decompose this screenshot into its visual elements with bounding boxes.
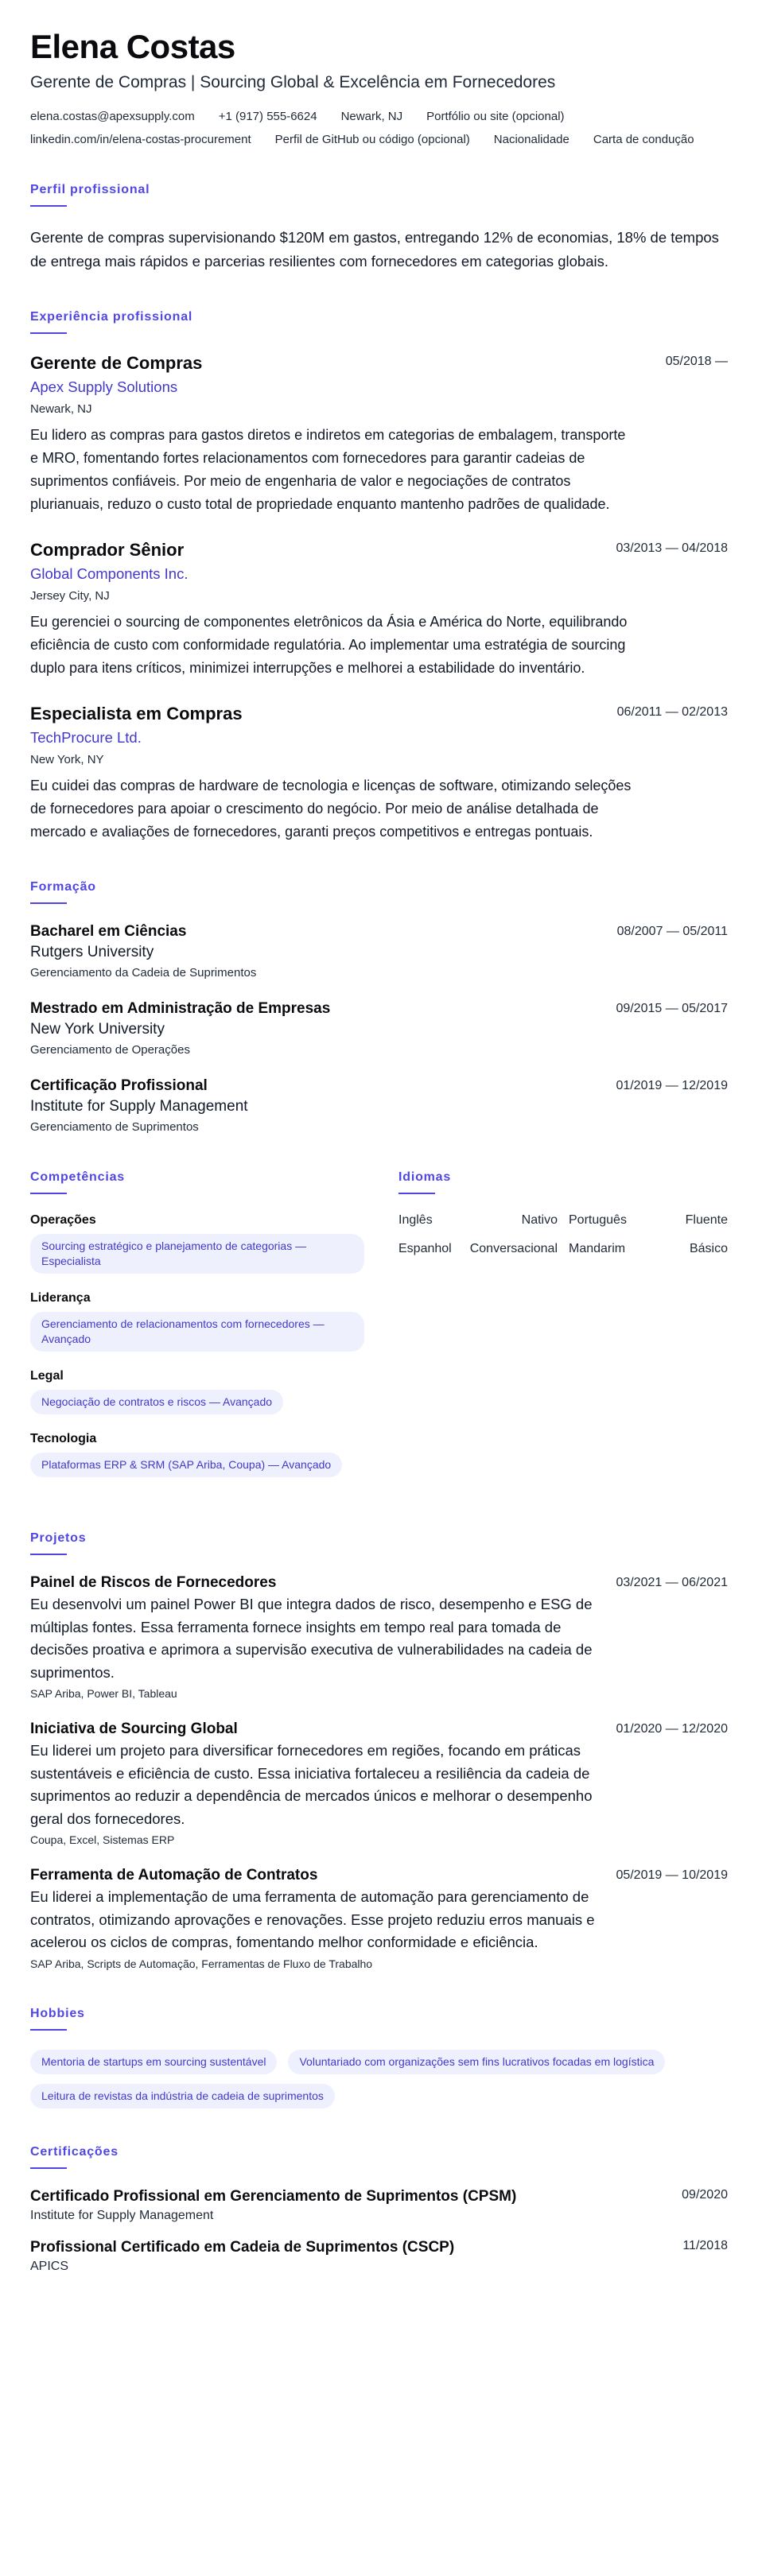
- education-dates: 09/2015 — 05/2017: [616, 1002, 728, 1016]
- projects-section: [30, 1531, 728, 1970]
- languages-section: [398, 1170, 728, 1495]
- education-dates: 01/2019 — 12/2019: [616, 1079, 728, 1093]
- resume-header: [30, 29, 728, 146]
- skill-category: Operações: [30, 1213, 96, 1228]
- contact-driving-license: Carta de condução: [593, 133, 694, 147]
- section-divider: [30, 2167, 67, 2169]
- language-item: [569, 1213, 728, 1228]
- field-of-study: Gerenciamento de Operações: [30, 1043, 190, 1057]
- project-tech: Coupa, Excel, Sistemas ERP: [30, 1833, 175, 1847]
- language-name: Inglês: [398, 1213, 433, 1228]
- certification-name: Profissional Certificado em Cadeia de Suprimentos (CSCP): [30, 2238, 455, 2256]
- project-name: Painel de Riscos de Fornecedores: [30, 1574, 277, 1592]
- candidate-headline: Gerente de Compras | Sourcing Global & Excelência em Fornecedores: [30, 73, 556, 92]
- skill-category: Tecnologia: [30, 1432, 97, 1446]
- hobby-tag: Leitura de revistas da indústria de cadeia de suprimentos: [30, 2084, 335, 2109]
- skills-section: [30, 1170, 364, 1495]
- project-description: Eu desenvolvi um painel Power BI que integra dados de risco, desempenho e ESG de múltiplas fontes. Essa ferramenta fornece insights em tempo real para tomada de decisões proativa e aprimora a supervisão executiva de vulnerabilidades na cadeia de suprimentos.: [30, 1596, 593, 1681]
- skill-tag: Gerenciamento de relacionamentos com fornecedores — Avançado: [30, 1312, 364, 1352]
- language-item: [398, 1213, 558, 1228]
- education-entry: [30, 923, 728, 980]
- hobby-list: [30, 2050, 728, 2109]
- language-name: Espanhol: [398, 1242, 452, 1256]
- job-description: Eu gerenciei o sourcing de componentes eletrônicos da Ásia e América do Norte, equilibrando eficiência de custo com conformidade regulatória. Ao implementar uma estratégia de sourcing duplo para itens críticos, minimizei interrupções e melhorei a estabilidade do inventário.: [30, 614, 628, 677]
- job-description: Eu cuidei das compras de hardware de tecnologia e licenças de software, otimizando seleções de fornecedores para apoiar o crescimento do negócio. Por meio de análise detalhada de mercado e avaliações de fornecedores, garanti preços competitivos e entregas pontuais.: [30, 778, 632, 840]
- project-name: Iniciativa de Sourcing Global: [30, 1721, 238, 1738]
- project-dates: 01/2020 — 12/2020: [616, 1722, 728, 1736]
- degree: Certificação Profissional: [30, 1077, 208, 1095]
- job-title: Especialista em Compras: [30, 704, 243, 724]
- hobby-tag: Mentoria de startups em sourcing sustentável: [30, 2050, 277, 2074]
- section-divider: [30, 332, 67, 334]
- project-tech: SAP Ariba, Power BI, Tableau: [30, 1687, 177, 1701]
- project-dates: 05/2019 — 10/2019: [616, 1868, 728, 1883]
- project-name: Ferramenta de Automação de Contratos: [30, 1867, 318, 1884]
- language-item: [398, 1242, 558, 1256]
- section-title: Experiência profissional: [30, 310, 193, 324]
- project-description: Eu liderei a implementação de uma ferramenta de automação para gerenciamento de contratos, otimizando aprovações e renovações. Esse projeto reduziu erros manuais e acelerou os ciclos de compras, fomentando melhor conformidade e eficiência.: [30, 1888, 595, 1951]
- section-divider: [30, 2029, 67, 2031]
- education-section: [30, 880, 728, 1134]
- language-item: [569, 1242, 728, 1256]
- hobbies-section: [30, 2007, 728, 2109]
- language-level: Nativo: [521, 1213, 558, 1228]
- contact-linkedin[interactable]: linkedin.com/in/elena-costas-procurement: [30, 133, 251, 147]
- skill-group: [30, 1213, 364, 1274]
- certification-entry: [30, 2188, 728, 2223]
- summary-section: [30, 183, 728, 274]
- experience-section: [30, 310, 728, 844]
- education-entry: [30, 1000, 728, 1057]
- school: Institute for Supply Management: [30, 1098, 248, 1115]
- section-title: Idiomas: [398, 1170, 452, 1185]
- project-tech: SAP Ariba, Scripts de Automação, Ferramentas de Fluxo de Trabalho: [30, 1957, 373, 1970]
- skill-group: [30, 1369, 364, 1414]
- certification-name: Certificado Profissional em Gerenciamento de Suprimentos (CPSM): [30, 2187, 517, 2205]
- job-dates: 03/2013 — 04/2018: [616, 541, 728, 556]
- hobby-tag: Voluntariado com organizações sem fins lucrativos focadas em logística: [288, 2050, 665, 2074]
- job-location: New York, NY: [30, 753, 104, 767]
- language-name: Português: [569, 1213, 627, 1228]
- section-divider: [398, 1193, 435, 1194]
- skill-tag: Plataformas ERP & SRM (SAP Ariba, Coupa) — Avançado: [30, 1453, 342, 1477]
- experience-entry: [30, 540, 728, 680]
- company-name: TechProcure Ltd.: [30, 729, 142, 747]
- project-entry: [30, 1574, 728, 1700]
- skill-tag: Sourcing estratégico e planejamento de categorias — Especialista: [30, 1234, 364, 1274]
- contact-github[interactable]: Perfil de GitHub ou código (opcional): [274, 133, 470, 147]
- language-level: Fluente: [685, 1213, 728, 1228]
- education-dates: 08/2007 — 05/2011: [616, 925, 728, 939]
- education-entry: [30, 1077, 728, 1134]
- job-dates: 06/2011 — 02/2013: [616, 705, 728, 720]
- degree: Mestrado em Administração de Empresas: [30, 1000, 331, 1018]
- experience-entry: [30, 704, 728, 844]
- section-divider: [30, 205, 67, 207]
- job-description: Eu lidero as compras para gastos diretos e indiretos em categorias de embalagem, transporte e MRO, fomentando fortes relacionamentos com fornecedores para garantir cadeias de suprimentos confiáveis. Por meio de engenharia de valor e negociações de contratos plurianuais, reduzo o custo total de propriedade enquanto mantenho padrões de qualidade.: [30, 427, 626, 513]
- job-location: Newark, NJ: [30, 402, 92, 417]
- certification-issuer: APICS: [30, 2259, 69, 2273]
- project-description: Eu liderei um projeto para diversificar fornecedores em regiões, focando em práticas sustentáveis e eficiência de custo. Essa iniciativa fortaleceu a resiliência da cadeia de suprimentos ao reduzir a dependência de mercados únicos e melhorar o desempenho geral dos fornecedores.: [30, 1742, 593, 1827]
- language-name: Mandarim: [569, 1242, 626, 1256]
- section-title: Projetos: [30, 1531, 87, 1546]
- contact-email[interactable]: elena.costas@apexsupply.com: [30, 110, 195, 124]
- section-title: Certificações: [30, 2144, 119, 2159]
- job-location: Jersey City, NJ: [30, 589, 110, 603]
- contact-nationality: Nacionalidade: [493, 133, 569, 147]
- certification-entry: [30, 2239, 728, 2274]
- contact-list: [30, 110, 728, 146]
- skill-tag: Negociação de contratos e riscos — Avançado: [30, 1390, 283, 1414]
- section-title: Perfil profissional: [30, 183, 150, 197]
- degree: Bacharel em Ciências: [30, 923, 187, 941]
- summary-text: Gerente de compras supervisionando $120M em gastos, entregando 12% de economias, 18% de tempos de entrega mais rápidos e parcerias resilientes com fornecedores em categorias globais.: [30, 229, 719, 270]
- job-title: Gerente de Compras: [30, 353, 203, 374]
- section-divider: [30, 1193, 67, 1194]
- section-title: Hobbies: [30, 2006, 85, 2020]
- section-title: Competências: [30, 1170, 125, 1185]
- field-of-study: Gerenciamento da Cadeia de Suprimentos: [30, 966, 257, 980]
- project-dates: 03/2021 — 06/2021: [616, 1576, 728, 1590]
- language-level: Conversacional: [469, 1242, 558, 1256]
- certifications-section: [30, 2145, 728, 2274]
- field-of-study: Gerenciamento de Suprimentos: [30, 1120, 199, 1135]
- certification-issuer: Institute for Supply Management: [30, 2208, 214, 2222]
- company-name: Global Components Inc.: [30, 565, 189, 583]
- contact-phone[interactable]: +1 (917) 555-6624: [218, 110, 317, 124]
- project-entry: [30, 1721, 728, 1846]
- project-entry: [30, 1867, 728, 1970]
- language-level: Básico: [689, 1242, 728, 1256]
- skill-category: Legal: [30, 1369, 64, 1383]
- job-title: Comprador Sênior: [30, 540, 185, 561]
- section-divider: [30, 902, 67, 904]
- section-divider: [30, 1554, 67, 1555]
- school: New York University: [30, 1021, 165, 1038]
- skill-group: [30, 1291, 364, 1352]
- section-title: Formação: [30, 880, 96, 894]
- certification-date: 09/2020: [682, 2187, 728, 2202]
- experience-entry: [30, 353, 728, 516]
- contact-location: Newark, NJ: [340, 110, 403, 124]
- skill-group: [30, 1432, 364, 1477]
- certification-date: 11/2018: [682, 2238, 728, 2252]
- school: Rutgers University: [30, 944, 154, 961]
- skill-category: Liderança: [30, 1291, 91, 1305]
- contact-portfolio[interactable]: Portfólio ou site (opcional): [426, 110, 565, 124]
- skills-languages-row: [30, 1170, 728, 1495]
- language-list: [398, 1213, 728, 1256]
- candidate-name: Elena Costas: [30, 28, 235, 65]
- company-name: Apex Supply Solutions: [30, 378, 178, 396]
- job-dates: 05/2018 —: [665, 355, 728, 369]
